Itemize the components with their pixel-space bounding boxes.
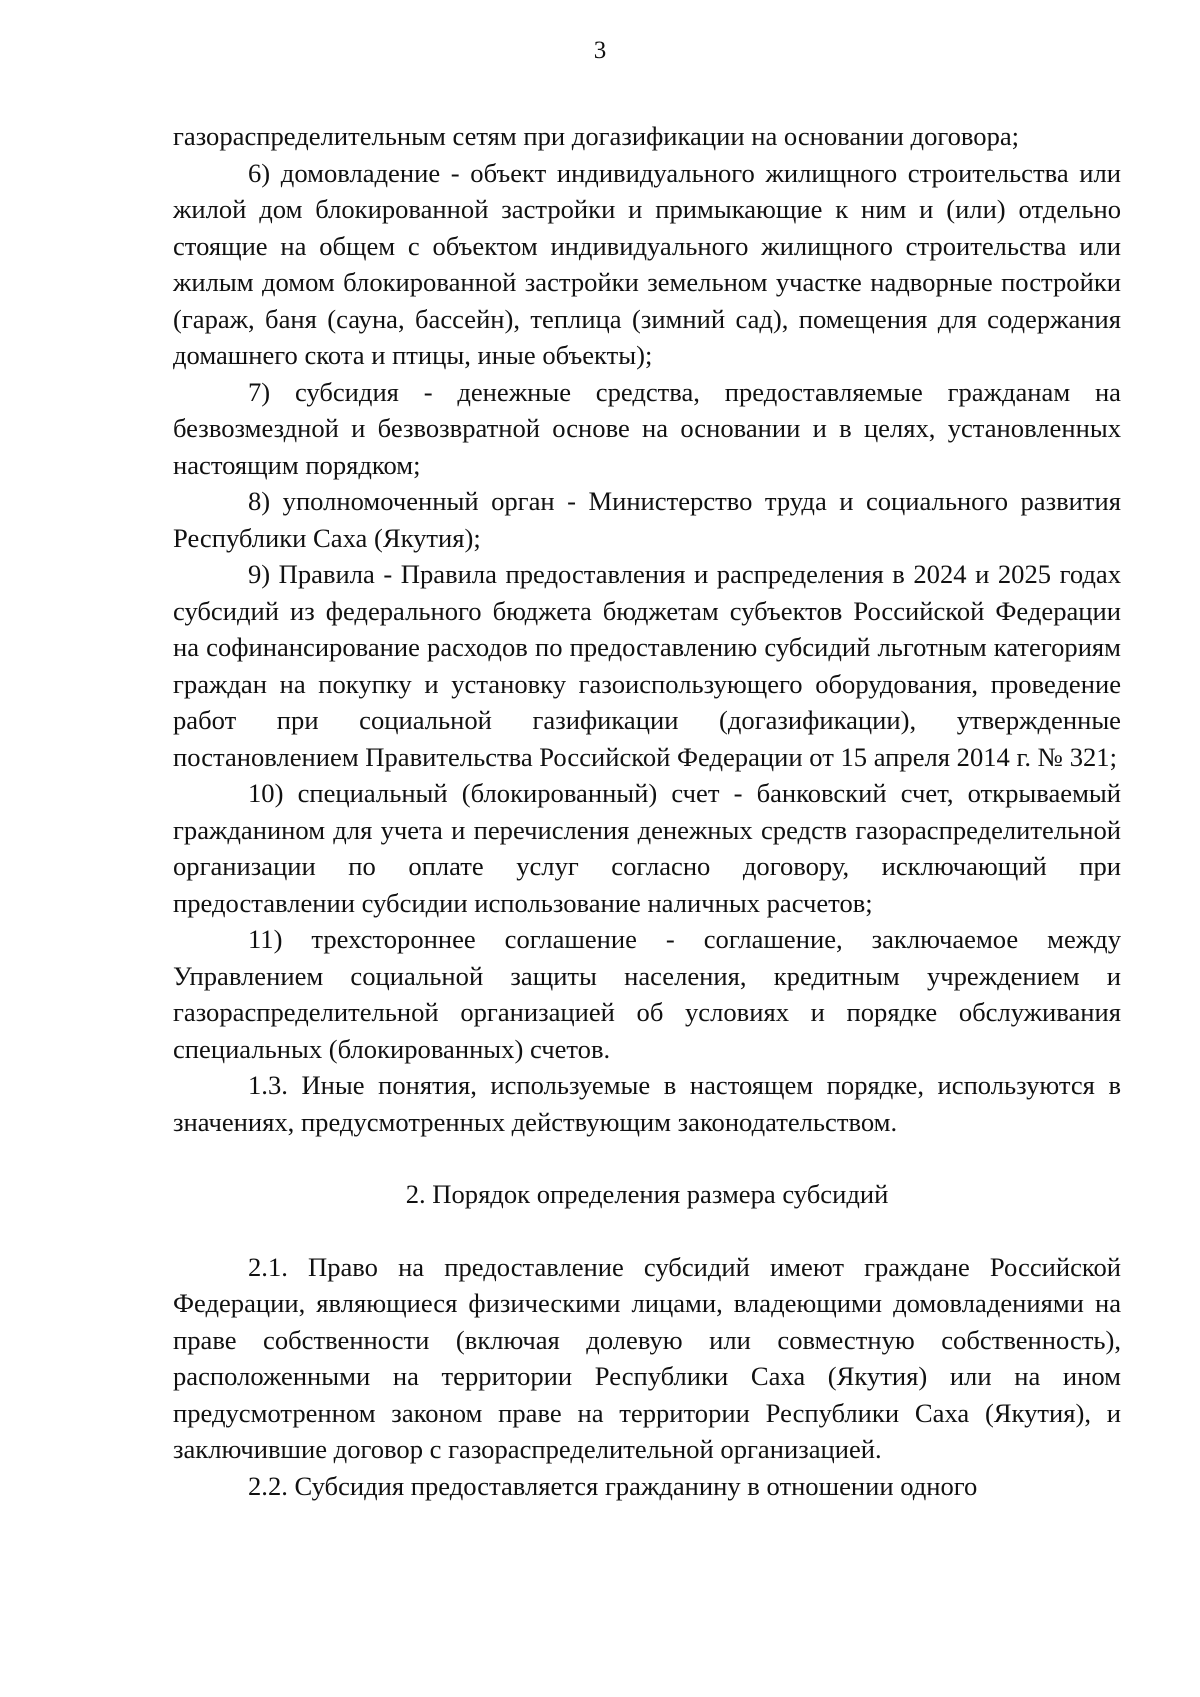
clause-1-3: 1.3. Иные понятия, используемые в настоящем порядке, используются в значениях, предусмотренных действующим законодательством. bbox=[173, 1070, 1121, 1137]
definition-item-11: 11) трехстороннее соглашение - соглашение, заключаемое между Управлением социальной защиты населения, кредитным учреждением и газораспределительной организацией об условиях и порядке обслуживания специальных (блокированных) счетов. bbox=[173, 924, 1121, 1064]
definition-item-10: 10) специальный (блокированный) счет - банковский счет, открываемый гражданином для учета и перечисления денежных средств газораспределительной организации по оплате услуг согласно договору, исключающий при предоставлении субсидии использование наличных расчетов; bbox=[173, 778, 1121, 918]
clause-2-1: 2.1. Право на предоставление субсидий имеют граждане Российской Федерации, являющиеся физическими лицами, владеющими домовладениями на праве собственности (включая долевую или совместную собственность), расположенными на территории Республики Саха (Якутия) или на ином предусмотренном законом праве на территории Республики Саха (Якутия), и заключившие договор с газораспределительной организацией. bbox=[173, 1251, 1121, 1464]
paragraph-continuation: газораспределительным сетям при догазификации на основании договора; bbox=[173, 121, 1020, 151]
definition-item-7: 7) субсидия - денежные средства, предоставляемые гражданам на безвозмездной и безвозвратной основе на основании и в целях, установленных настоящим порядком; bbox=[173, 376, 1121, 480]
clause-2-2: 2.2. Субсидия предоставляется гражданину в отношении одного bbox=[248, 1470, 978, 1501]
page-number: 3 bbox=[593, 37, 607, 64]
definition-item-8: 8) уполномоченный орган - Министерство труда и социального развития Республики Саха (Якутия); bbox=[173, 486, 1121, 553]
definition-item-6: 6) домовладение - объект индивидуального жилищного строительства или жилой дом блокированной застройки и примыкающие к ним и (или) отдельно стоящие на общем с объектом индивидуального жилищного строительства или жилым домом блокированной застройки земельном участке надворные постройки (гараж, баня (сауна, бассейн), теплица (зимний сад), помещения для содержания домашнего скота и птицы, иные объекты); bbox=[173, 157, 1121, 370]
section-heading: 2. Порядок определения размера субсидий bbox=[405, 1179, 889, 1209]
document-body bbox=[173, 118, 1121, 1504]
definition-item-9: 9) Правила - Правила предоставления и распределения в 2024 и 2025 годах субсидий из федерального бюджета бюджетам субъектов Российской Федерации на софинансирование расходов по предоставлению субсидий льготным категориям граждан на покупку и установку газоиспользующего оборудования, проведение работ при социальной газификации (догазификации), утвержденные постановлением Правительства Российской Федерации от 15 апреля 2014 г. № 321; bbox=[173, 559, 1121, 772]
